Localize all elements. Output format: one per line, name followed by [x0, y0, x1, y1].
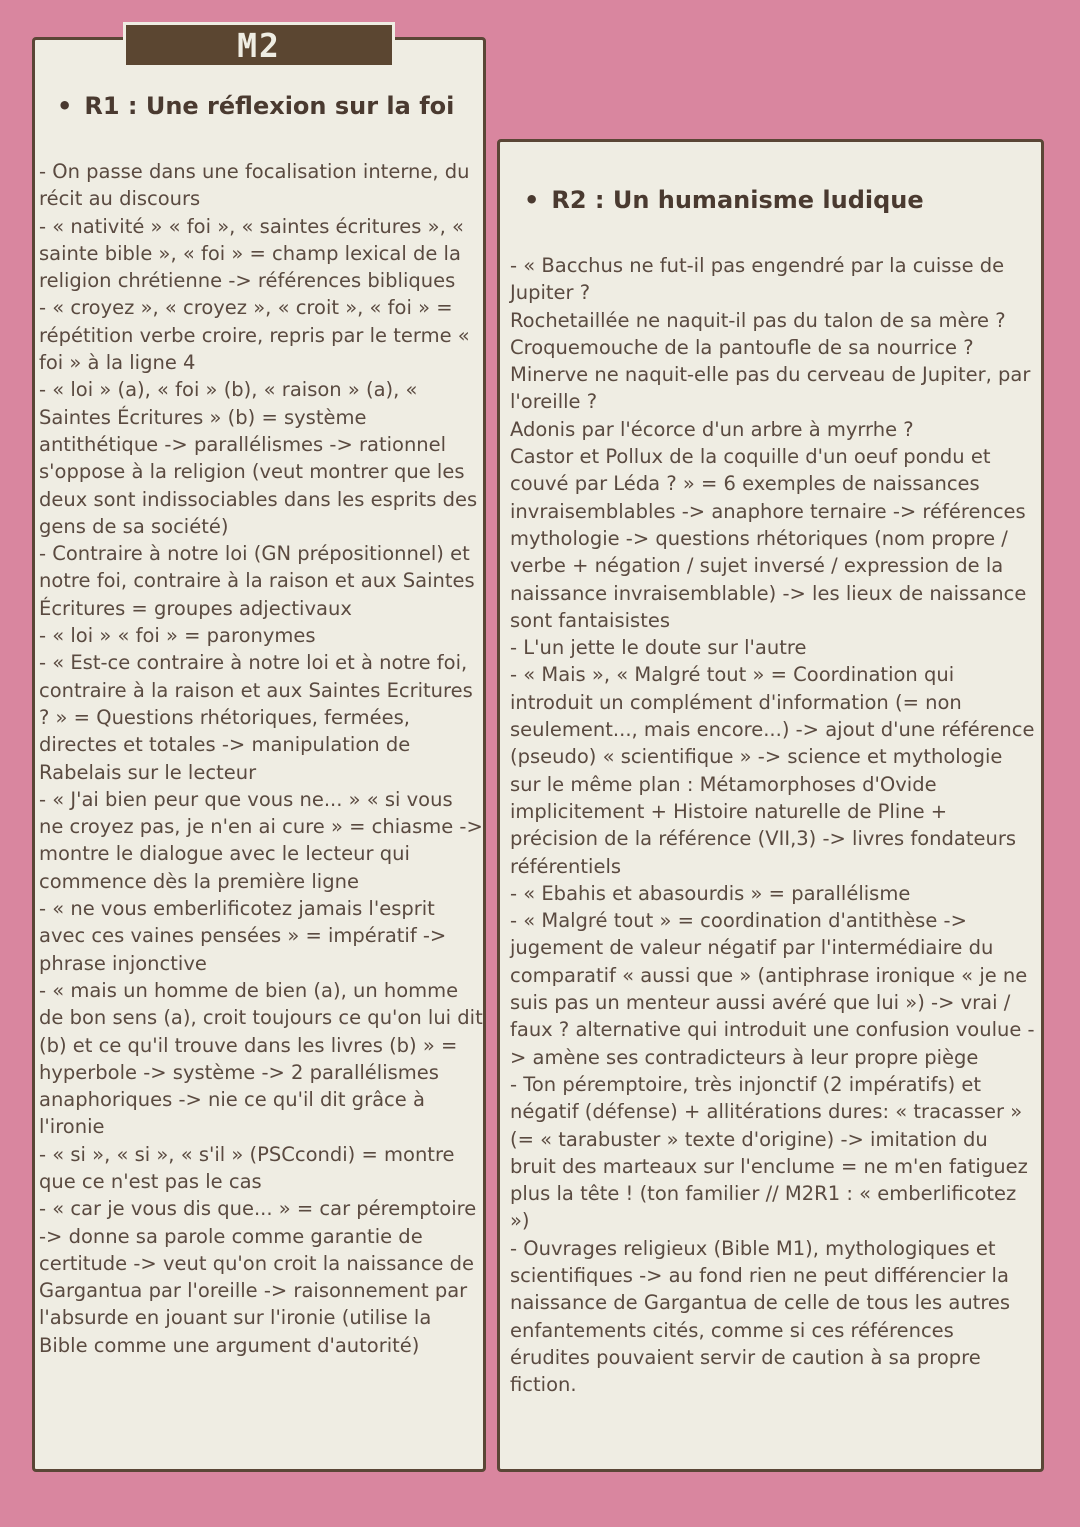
note-line: Castor et Pollux de la coquille d'un oeuf pondu et couvé par Léda ? » = 6 exemples de naissances invraisemblables -> anaphore ternaire -> références mythologie -> questions rhétoriques (nom propre / verbe + négation / sujet inversé / expression de la naissance invraisemblable) -> les lieux de naissance sont fantaisistes: [510, 445, 1027, 632]
note-line: - « Malgré tout » = coordination d'antithèse -> jugement de valeur négatif par l'intermédiaire du comparatif « aussi que » (antiphrase ironique « je ne suis pas un menteur aussi avéré que lui ») -> vrai / faux ? alternative qui introduit une confusion voulue -> amène ses contradicteurs à leur propre piège: [510, 909, 1035, 1069]
note-line: - Ouvrages religieux (Bible M1), mythologiques et scientifiques -> au fond rien ne peut différencier la naissance de Gargantua de celle de tous les autres enfantements cités, comme si ces références érudites pouvaient servir de caution à sa propre fiction.: [510, 1236, 1011, 1397]
note-line: - On passe dans une focalisation interne, du récit au discours: [39, 160, 470, 211]
note-line: - « mais un homme de bien (a), un homme de bon sens (a), croit toujours ce qu'on lui dit (b) et ce qu'il trouve dans les livres (b) » = hyperbole -> système -> 2 parallélismes anaphoriques -> nie ce qu'il dit grâce à l'ironie: [39, 978, 483, 1139]
heading-r1-text: R1 : Une réflexion sur la foi: [84, 92, 455, 120]
note-line: - « croyez », « croyez », « croit », « foi » = répétition verbe croire, repris par le terme « foi » à la ligne 4: [39, 296, 470, 375]
note-line: - Ton péremptoire, très injonctif (2 impératifs) et négatif (défense) + allitérations dures: « tracasser » (= « tarabuster » texte d'origine) -> imitation du bruit des marteaux sur l'enclume = ne m'en fatiguez plus la tête ! (ton familier // M2R1 : « emberlificotez »): [510, 1072, 1028, 1233]
note-line: - Contraire à notre loi (GN prépositionnel) et notre foi, contraire à la raison et aux Saintes Écritures = groupes adjectivaux: [39, 542, 475, 620]
notes-r1: [39, 158, 483, 1359]
card-r1: [32, 37, 486, 1472]
note-line: - « car je vous dis que... » = car péremptoire -> donne sa parole comme garantie de certitude -> veut qu'on croit la naissance de Gargantua par l'oreille -> raisonnement par l'absurde en jouant sur l'ironie (utilise la Bible comme une argument d'autorité): [39, 1197, 477, 1357]
note-line: Adonis par l'écorce d'un arbre à myrrhe ?: [510, 417, 914, 441]
bullet-icon: •: [524, 186, 540, 214]
note-line: - « Est-ce contraire à notre loi et à notre foi, contraire à la raison et aux Saintes Ecritures ? » = Questions rhétoriques, fermées, directes et totales -> manipulation de Rabelais sur le lecteur: [39, 651, 473, 784]
heading-r1: [57, 92, 454, 120]
heading-r2: [524, 186, 924, 214]
note-line: - L'un jette le doute sur l'autre: [510, 636, 807, 660]
note-line: - « loi » « foi » = paronymes: [39, 624, 316, 648]
note-line: - « nativité » « foi », « saintes écritures », « sainte bible », « foi » = champ lexical de la religion chrétienne -> références bibliques: [39, 214, 464, 293]
note-line: - « ne vous emberlificotez jamais l'esprit avec ces vaines pensées » = impératif -> phrase injonctive: [39, 897, 447, 975]
notes-r2: [510, 252, 1038, 1398]
section-tag: M2: [123, 22, 395, 68]
note-line: Croquemouche de la pantoufle de sa nourrice ?: [510, 335, 974, 359]
note-line: - « Mais », « Malgré tout » = Coordination qui introduit un complément d'information (= non seulement..., mais encore...) -> ajout d'une référence (pseudo) « scientifique » -> science et mythologie sur le même plan : Métamorphoses d'Ovide implicitement + Histoire naturelle de Pline + précision de la référence (VII,3) -> livres fondateurs référentiels: [510, 663, 1035, 878]
note-line: - « loi » (a), « foi » (b), « raison » (a), « Saintes Écritures » (b) = système antithétique -> parallélismes -> rationnel s'oppose à la religion (veut montrer que les deux sont indissociables dans les esprits des gens de sa société): [39, 378, 478, 538]
note-line: - « Ebahis et abasourdis » = parallélisme: [510, 881, 911, 905]
heading-r2-text: R2 : Un humanisme ludique: [551, 186, 924, 214]
bullet-icon: •: [57, 92, 73, 120]
note-line: Minerve ne naquit-elle pas du cerveau de Jupiter, par l'oreille ?: [510, 363, 1031, 414]
note-line: Rochetaillée ne naquit-il pas du talon de sa mère ?: [510, 308, 1006, 332]
note-line: - « Bacchus ne fut-il pas engendré par la cuisse de Jupiter ?: [510, 254, 1005, 305]
note-line: - « J'ai bien peur que vous ne... » « si vous ne croyez pas, je n'en ai cure » = chiasme -> montre le dialogue avec le lecteur qui commence dès la première ligne: [39, 787, 483, 893]
note-line: - « si », « si », « s'il » (PSCcondi) = montre que ce n'est pas le cas: [39, 1142, 455, 1193]
card-r2: [497, 139, 1044, 1472]
